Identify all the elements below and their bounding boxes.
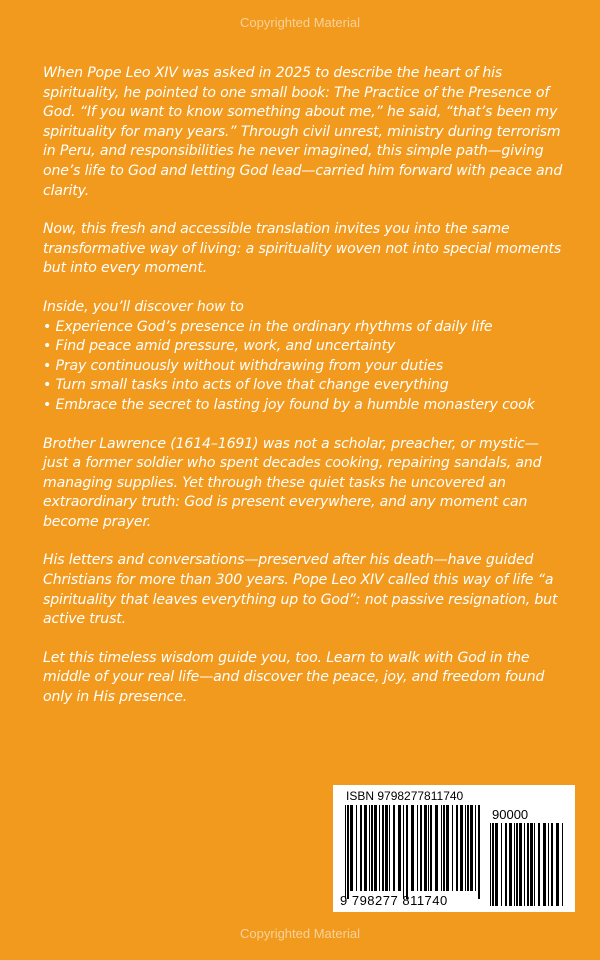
barcode-bar bbox=[379, 805, 380, 891]
barcode-bar bbox=[456, 805, 458, 891]
barcode-bar bbox=[347, 805, 349, 899]
barcode-bar bbox=[465, 805, 466, 891]
barcode-bar bbox=[516, 823, 518, 906]
barcode-bar bbox=[551, 823, 553, 906]
barcode-bar bbox=[460, 805, 463, 891]
barcode-box bbox=[333, 785, 575, 912]
barcode-bar bbox=[398, 805, 401, 891]
copyright-watermark-top: Copyrighted Material bbox=[240, 15, 360, 30]
brother-lawrence-paragraph: Brother Lawrence (1614–1691) was not a scholar, preacher, or mystic—just a former soldier who spent decades cooking, repairing sandals, and managing supplies. Yet through these quiet tasks he uncovered an extraordinary truth: God is present everywhere, and any moment can become prayer. bbox=[43, 435, 542, 530]
barcode-bar bbox=[492, 823, 494, 906]
barcode-bar bbox=[519, 823, 522, 906]
barcode-bar bbox=[514, 823, 515, 906]
barcode-bar bbox=[530, 823, 533, 906]
barcode-bar bbox=[501, 823, 502, 906]
barcode-bar bbox=[543, 823, 546, 906]
barcode-bar bbox=[364, 805, 367, 891]
list-item: • Turn small tasks into acts of love that change everything bbox=[43, 377, 449, 394]
barcode-bar bbox=[417, 805, 418, 891]
barcode-bar bbox=[406, 805, 408, 899]
barcode-bar bbox=[385, 805, 388, 891]
barcode-bar bbox=[382, 805, 384, 891]
copyright-watermark-bottom: Copyrighted Material bbox=[240, 926, 360, 941]
barcode-bar bbox=[403, 805, 404, 899]
barcode-bar bbox=[360, 805, 362, 891]
closing-paragraph: Let this timeless wisdom guide you, too. Learn to walk with God in the middle of your real life—and discover the peace, joy, and freedom found only in His presence. bbox=[43, 649, 545, 706]
barcode-bar bbox=[420, 805, 422, 891]
benefits-list bbox=[43, 298, 563, 416]
barcode-bar bbox=[424, 805, 427, 891]
barcode-bar bbox=[411, 805, 414, 891]
barcode-bar bbox=[345, 805, 346, 899]
ean-barcode bbox=[343, 805, 483, 899]
barcode-bar bbox=[430, 805, 432, 891]
letters-paragraph: His letters and conversations—preserved after his death—have guided Christians for more than 300 years. Pope Leo XIV called this way of life “a spirituality that leaves everything up to God”: not passive resignation, but active trust. bbox=[43, 552, 558, 628]
barcode-bar bbox=[505, 823, 507, 906]
barcode-bar bbox=[556, 823, 559, 906]
price-code: 90000 bbox=[492, 807, 529, 822]
barcode-bar bbox=[428, 805, 429, 891]
barcode-bar bbox=[495, 823, 498, 906]
barcode-digits: 9 798277 811740 bbox=[340, 893, 448, 908]
list-item: • Pray continuously without withdrawing from your duties bbox=[43, 357, 444, 374]
barcode-bar bbox=[562, 823, 563, 906]
barcode-bar bbox=[356, 805, 357, 891]
list-item: • Embrace the secret to lasting joy found by a humble monastery cook bbox=[43, 396, 535, 413]
barcode-bar bbox=[509, 823, 512, 906]
back-cover-copy bbox=[43, 64, 563, 727]
barcode-bar bbox=[478, 805, 480, 899]
list-item: • Experience God’s presence in the ordinary rhythms of daily life bbox=[43, 318, 493, 335]
barcode-bar bbox=[374, 805, 377, 891]
barcode-bar bbox=[490, 823, 491, 906]
barcode-bar bbox=[452, 805, 453, 891]
barcode-bar bbox=[371, 805, 373, 891]
barcode-bar bbox=[524, 823, 525, 906]
barcode-bar bbox=[350, 805, 353, 891]
price-barcode bbox=[488, 823, 568, 906]
barcode-bar bbox=[441, 805, 442, 891]
barcode-bar bbox=[389, 805, 390, 891]
barcode-bar bbox=[527, 823, 529, 906]
list-item: • Find peace amid pressure, work, and uncertainty bbox=[43, 338, 396, 355]
barcode-bar bbox=[475, 805, 476, 891]
translation-paragraph: Now, this fresh and accessible translation invites you into the same transformative way of living: a spirituality woven not into special moments but into every moment. bbox=[43, 221, 562, 277]
barcode-bar bbox=[467, 805, 469, 891]
list-intro: Inside, you’ll discover how to bbox=[43, 298, 244, 315]
isbn-label: ISBN 9798277811740 bbox=[346, 789, 464, 803]
barcode-bar bbox=[393, 805, 395, 891]
barcode-bar bbox=[534, 823, 535, 906]
barcode-bar bbox=[435, 805, 438, 891]
intro-paragraph: When Pope Leo XIV was asked in 2025 to describe the heart of his spirituality, he pointed to one small book: The Practice of the Presence of God. “If you want to know something about me,” he said, “that’s been my spirituality for many years.” Through civil unrest, ministry during terrorism in Peru, and responsibilities he never imagined, this simple path—giving one’s life to God and letting God lead—carried him forward with peace and clarity. bbox=[43, 65, 563, 199]
barcode-bar bbox=[443, 805, 445, 891]
barcode-bar bbox=[446, 805, 449, 891]
barcode-bar bbox=[369, 805, 370, 891]
barcode-bar bbox=[538, 823, 540, 906]
barcode-bar bbox=[548, 823, 549, 906]
barcode-bar bbox=[470, 805, 473, 891]
